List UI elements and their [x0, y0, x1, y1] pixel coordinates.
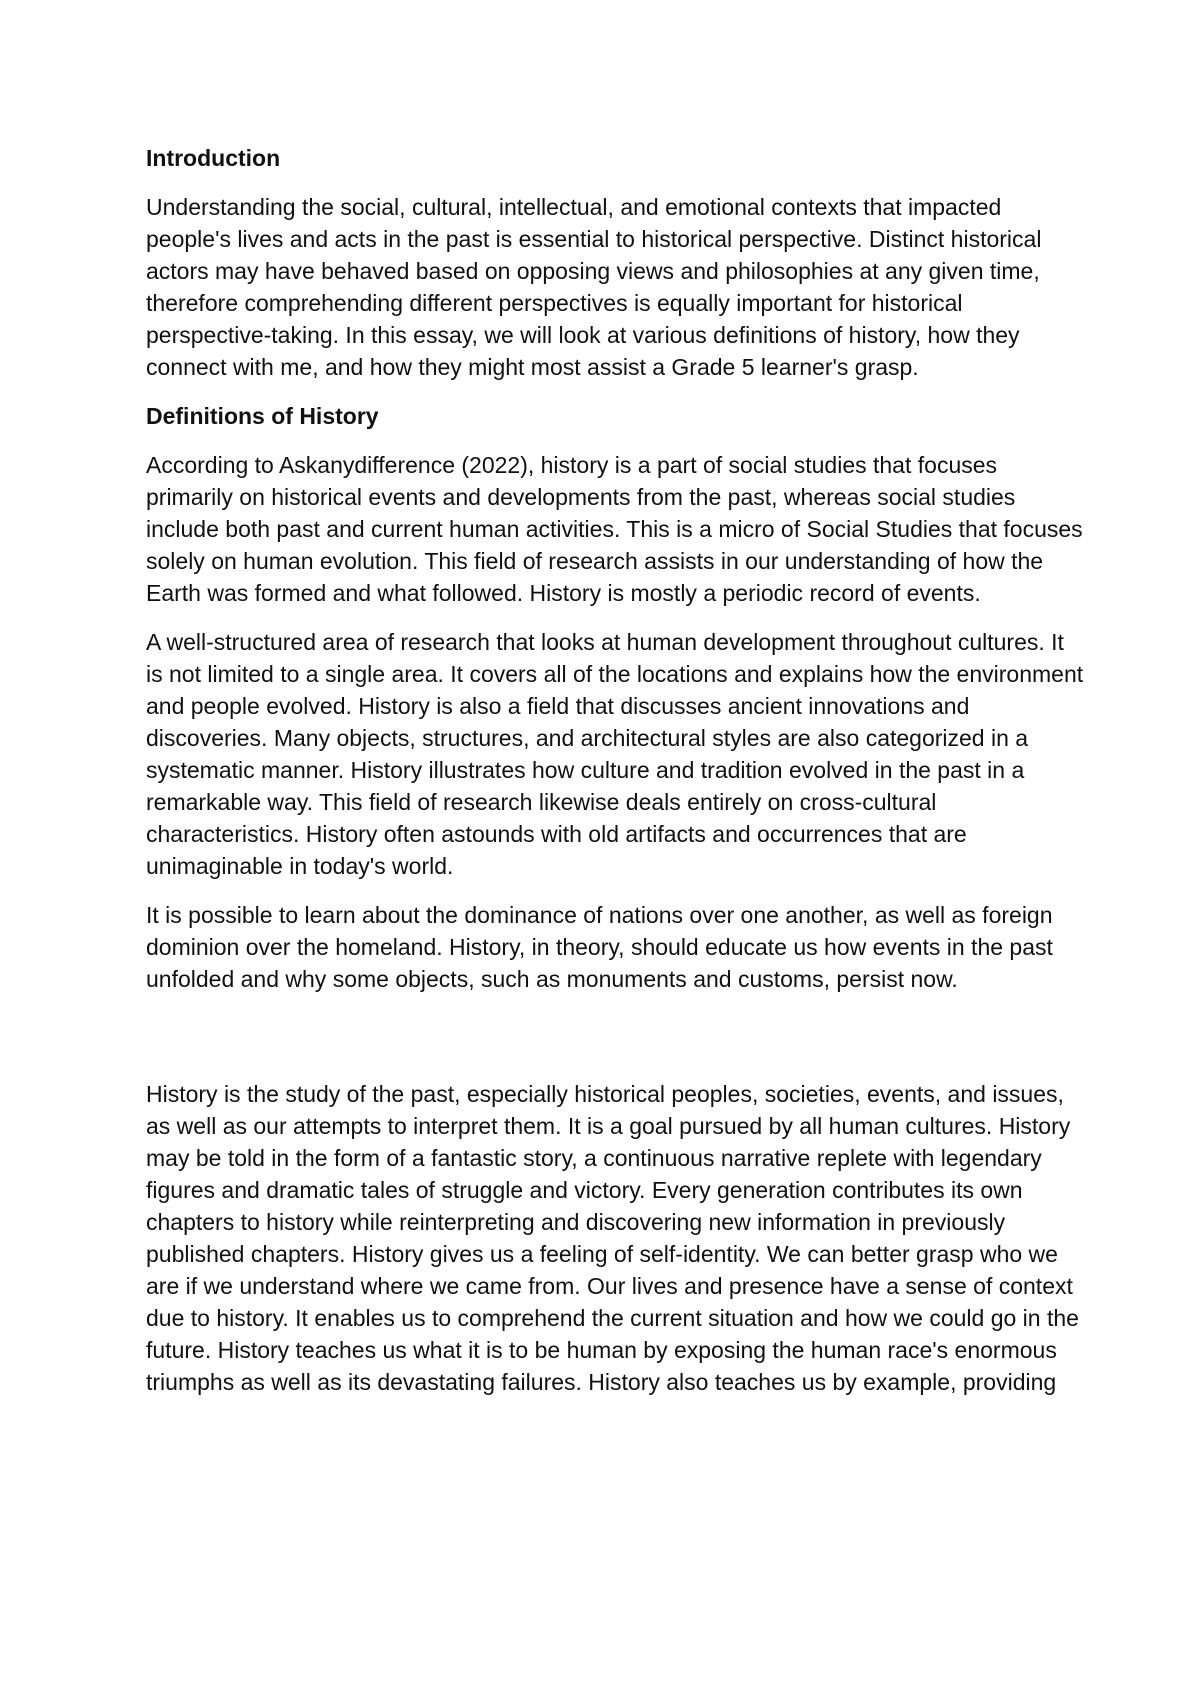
blank-line-spacer	[146, 1012, 1086, 1078]
definitions-heading: Definitions of History	[146, 403, 379, 429]
introduction-heading: Introduction	[146, 145, 281, 171]
document-body	[146, 142, 1086, 1415]
definitions-paragraph-1: According to Askanydifference (2022), history is a part of social studies that focuses primarily on historical events and developments from the past, whereas social studies include both past and current human activities. This is a micro of Social Studies that focuses solely on human evolution. This field of research assists in our understanding of how the Earth was formed and what followed. History is mostly a periodic record of events.	[146, 452, 1083, 606]
definitions-paragraph-4: History is the study of the past, especially historical peoples, societies, events, and issues, as well as our attempts to interpret them. It is a goal pursued by all human cultures. History may be told in the form of a fantastic story, a continuous narrative replete with legendary figures and dramatic tales of struggle and victory. Every generation contributes its own chapters to history while reinterpreting and discovering new information in previously published chapters. History gives us a feeling of self-identity. We can better grasp who we are if we understand where we came from. Our lives and presence have a sense of context due to history. It enables us to comprehend the current situation and how we could go in the future. History teaches us what it is to be human by exposing the human race's enormous triumphs as well as its devastating failures. History also teaches us by example, providing	[146, 1081, 1079, 1395]
definitions-paragraph-2: A well-structured area of research that looks at human development throughout cultures. It is not limited to a single area. It covers all of the locations and explains how the environment and people evolved. History is also a field that discusses ancient innovations and discoveries. Many objects, structures, and architectural styles are also categorized in a systematic manner. History illustrates how culture and tradition evolved in the past in a remarkable way. This field of research likewise deals entirely on cross-cultural characteristics. History often astounds with old artifacts and occurrences that are unimaginable in today's world.	[146, 629, 1084, 879]
introduction-paragraph: Understanding the social, cultural, intellectual, and emotional contexts that impacted people's lives and acts in the past is essential to historical perspective. Distinct historical actors may have behaved based on opposing views and philosophies at any given time, therefore comprehending different perspectives is equally important for historical perspective-taking. In this essay, we will look at various definitions of history, how they connect with me, and how they might most assist a Grade 5 learner's grasp.	[146, 194, 1042, 380]
definitions-paragraph-3: It is possible to learn about the dominance of nations over one another, as well as foreign dominion over the homeland. History, in theory, should educate us how events in the past unfolded and why some objects, such as monuments and customs, persist now.	[146, 902, 1053, 992]
